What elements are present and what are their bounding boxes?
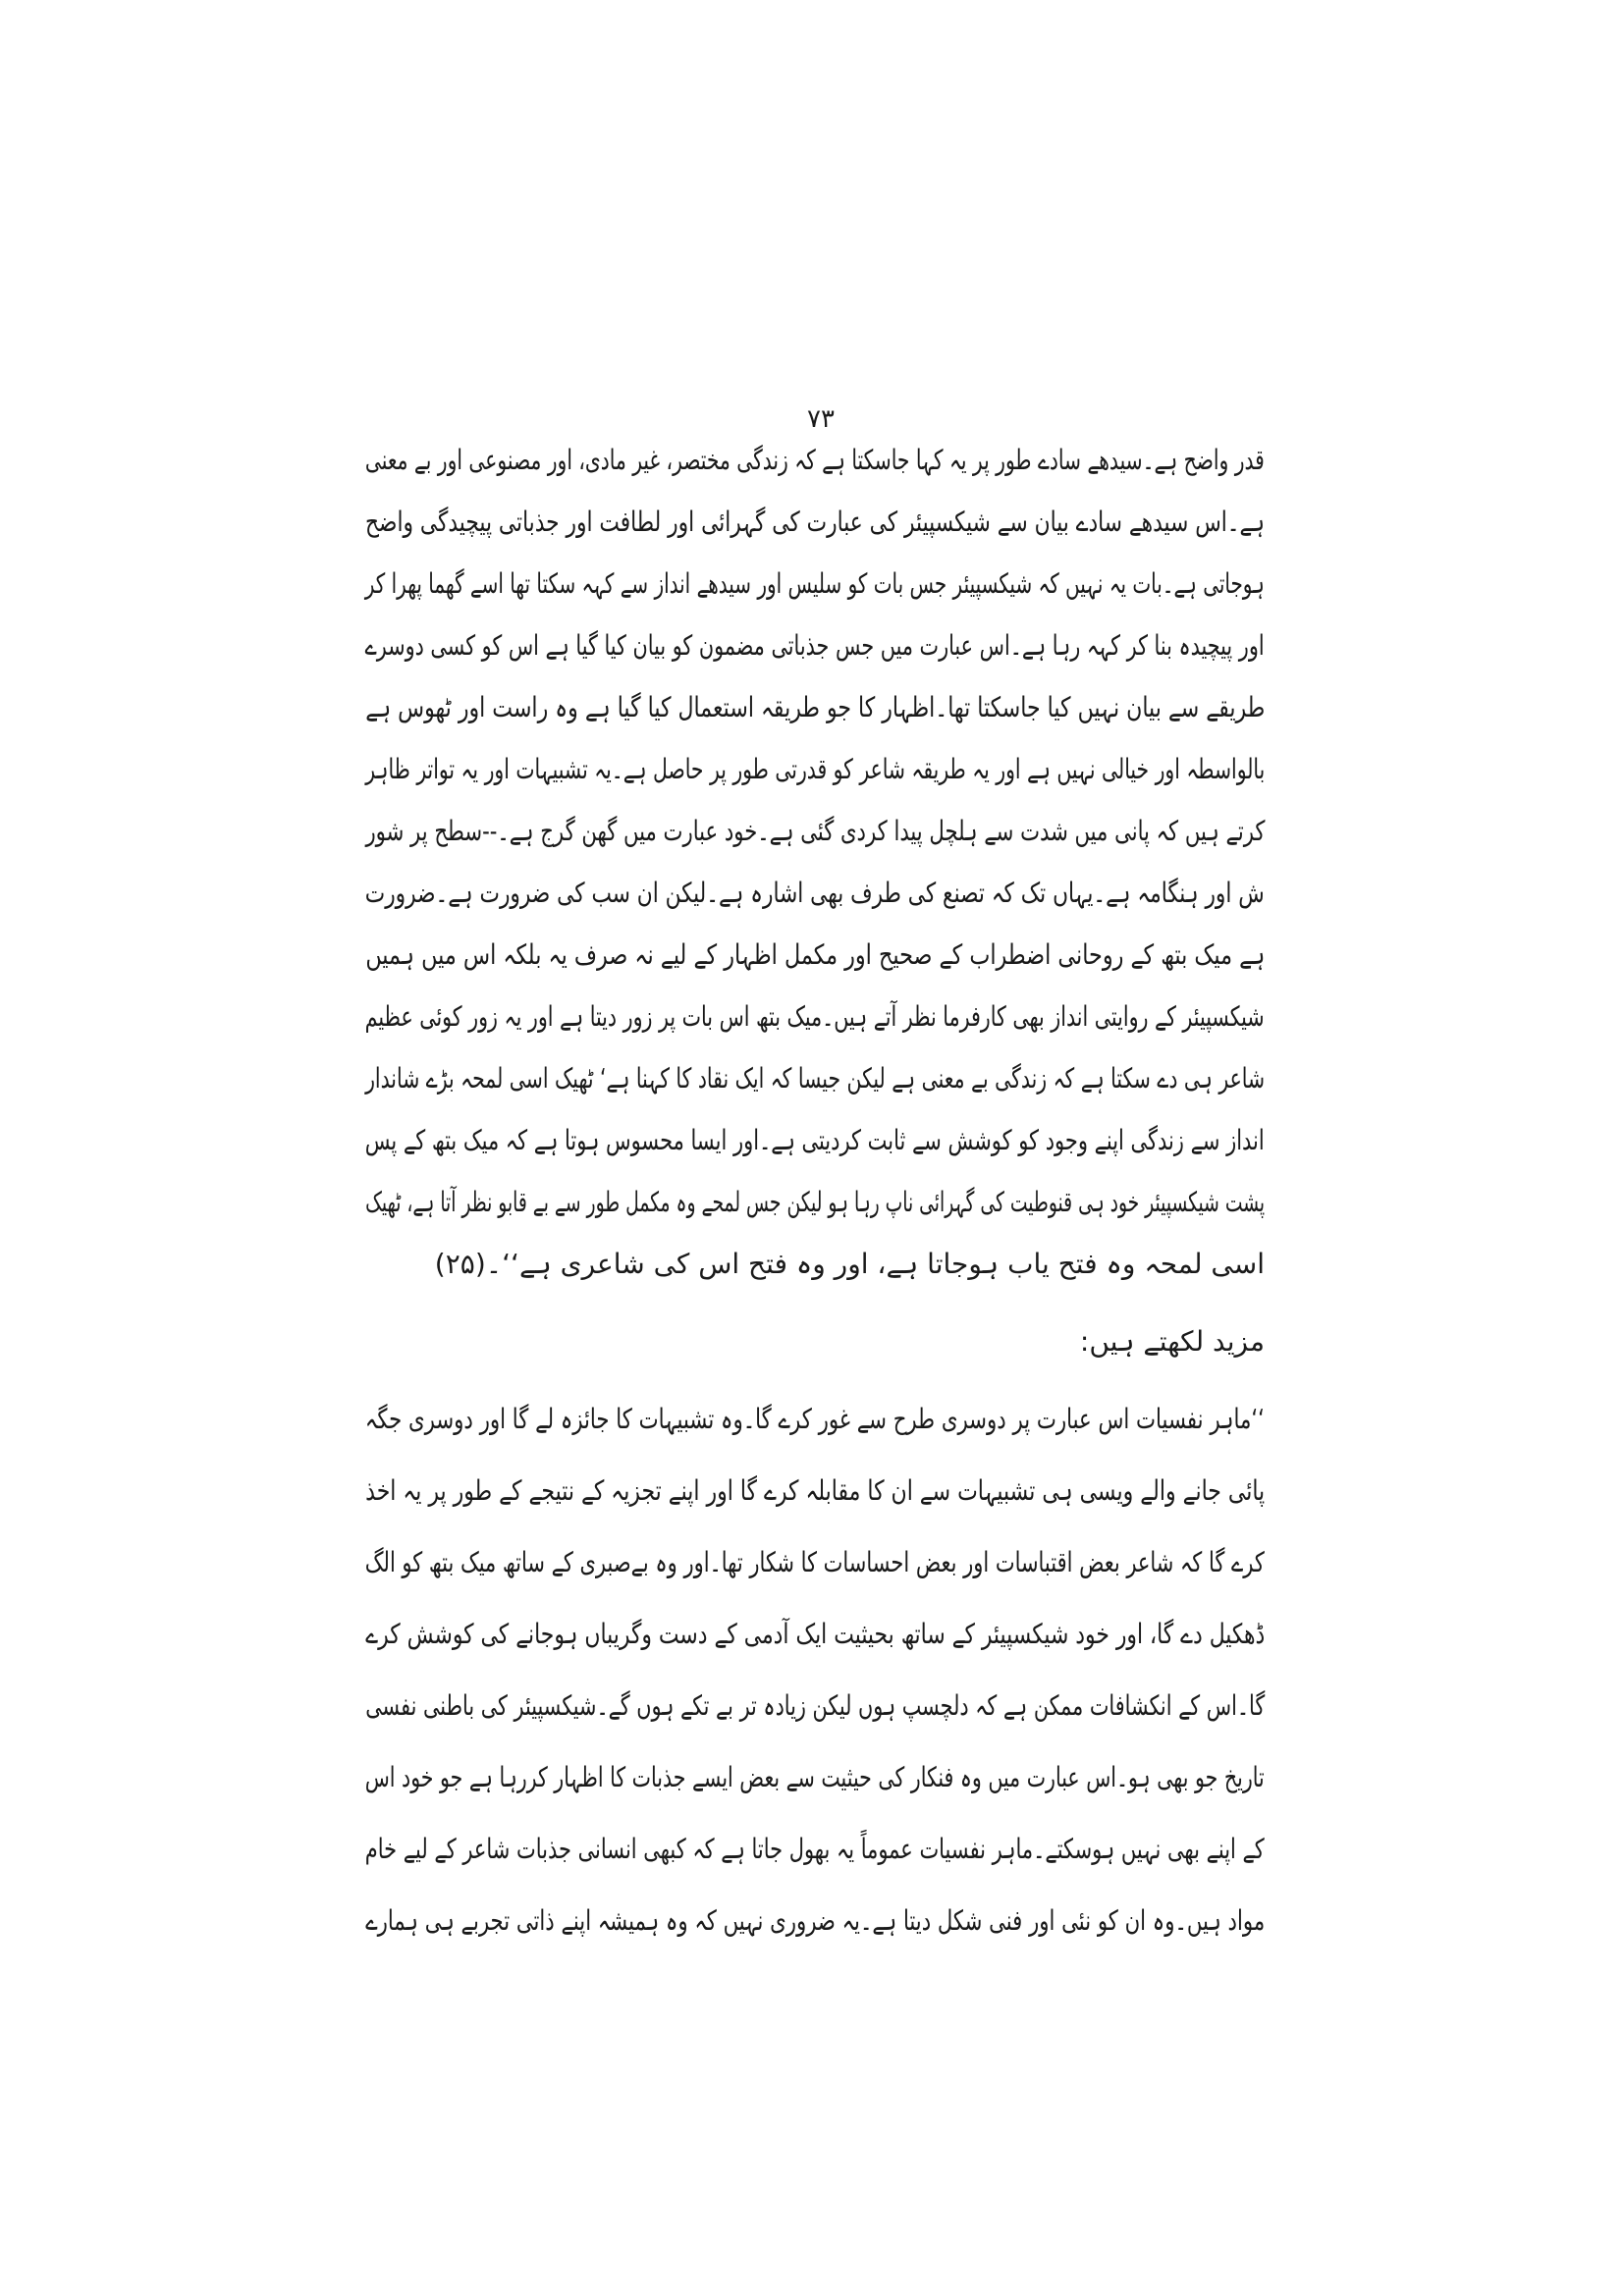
- paragraph-line: ش اور ہنگامہ ہے۔یہاں تک کہ تصنع کی طرف بھی اشارہ ہے۔لیکن ان سب کی ضرورت ہے۔ضرورت: [365, 877, 1265, 909]
- paragraph-line: قدر واضح ہے۔سیدھے سادے طور پر یہ کہا جاسکتا ہے کہ زندگی مختصر، غیر مادی، اور مصنوعی اور بے معنی: [365, 444, 1265, 476]
- paragraph-last-line: اسی لمحہ وہ فتح یاب ہوجاتا ہے، اور وہ فتح اس کی شاعری ہے‘‘۔(۲۵): [434, 1248, 1265, 1280]
- paragraph-line: شاعر ہی دے سکتا ہے کہ زندگی بے معنی ہے لیکن جیسا کہ ایک نقاد کا کہنا ہے‘ ٹھیک اسی لمحہ بڑے شاندار: [365, 1062, 1265, 1095]
- quote-line: کے اپنے بھی نہیں ہوسکتے۔ماہر نفسیات عموماً یہ بھول جاتا ہے کہ کبھی انسانی جذبات شاعر کے لیے خام: [364, 1833, 1265, 1865]
- quote-line: تاریخ جو بھی ہو۔اس عبارت میں وہ فنکار کی حیثیت سے بعض ایسے جذبات کا اظہار کررہا ہے جو خود اس: [364, 1761, 1265, 1793]
- paragraph-line: اور پیچیدہ بنا کر کہہ رہا ہے۔اس عبارت میں جس جذباتی مضمون کو بیان کیا گیا ہے اس کو کسی دوسرے: [365, 629, 1265, 662]
- paragraph-line: ہے۔اس سیدھے سادے بیان سے شیکسپیئر کی عبارت کی گہرائی اور لطافت اور جذباتی پیچیدگی واضح: [365, 506, 1265, 538]
- quote-line: پائی جانے والے ویسی ہی تشبیہات سے ان کا مقابلہ کرے گا اور اپنے تجزیہ کے نتیجے کے طور پر یہ اخذ: [365, 1474, 1265, 1507]
- paragraph-line: ہے میک بتھ کے روحانی اضطراب کے صحیح اور مکمل اظہار کے لیے نہ صرف یہ بلکہ اس میں ہمیں: [365, 938, 1265, 971]
- quote-line: کرے گا کہ شاعر بعض اقتباسات اور بعض احساسات کا شکار تھا۔اور وہ بےصبری کے ساتھ میک بتھ کو الگ: [365, 1546, 1265, 1578]
- paragraph-line: پشت شیکسپیئر خود ہی قنوطیت کی گہرائی ناپ رہا ہو لیکن جس لمحے وہ مکمل طور سے بے قابو نظر آتا ہے، ٹھیک: [365, 1186, 1265, 1218]
- quote-intro-row: [365, 1312, 1265, 1371]
- paragraph-line: طریقے سے بیان نہیں کیا جاسکتا تھا۔اظہار کا جو طریقہ استعمال کیا گیا ہے وہ راست اور ٹھوس ہے: [365, 691, 1265, 723]
- quote-line: مواد ہیں۔وہ ان کو نئی اور فنی شکل دیتا ہے۔یہ ضروری نہیں کہ وہ ہمیشہ اپنے ذاتی تجربے ہی ہمارے: [365, 1904, 1265, 1937]
- quote-line: ‘‘ماہر نفسیات اس عبارت پر دوسری طرح سے غور کرے گا۔وہ تشبیہات کا جائزہ لے گا اور دوسری جگہ: [365, 1403, 1265, 1435]
- quote-intro: مزید لکھتے ہیں:: [1079, 1325, 1265, 1358]
- paragraph-line: شیکسپیئر کے روایتی انداز بھی کارفرما نظر آتے ہیں۔میک بتھ اس بات پر زور دیتا ہے اور یہ زور کوئی عظیم: [365, 1000, 1265, 1033]
- paragraph-line: انداز سے زندگی اپنے وجود کو کوشش سے ثابت کردیتی ہے۔اور ایسا محسوس ہوتا ہے کہ میک بتھ کے پس: [365, 1124, 1265, 1156]
- paragraph-line: کرتے ہیں کہ پانی میں شدت سے ہلچل پیدا کردی گئی ہے۔خود عبارت میں گھن گرج ہے۔--سطح پر شور: [365, 815, 1265, 847]
- quote-line: ڈھکیل دے گا، اور خود شیکسپیئر کے ساتھ بحیثیت ایک آدمی کے دست وگریباں ہوجانے کی کوشش کرے: [364, 1618, 1265, 1650]
- paragraph-line: ہوجاتی ہے۔بات یہ نہیں کہ شیکسپیئر جس بات کو سلیس اور سیدھے انداز سے کہہ سکتا تھا اسے گھما پھرا کر: [364, 567, 1265, 600]
- page-number: ۷۳: [807, 404, 835, 434]
- paragraph-line: بالواسطہ اور خیالی نہیں ہے اور یہ طریقہ شاعر کو قدرتی طور پر حاصل ہے۔یہ تشبیہات اور یہ تواتر ظاہر: [365, 753, 1265, 785]
- quote-line: گا۔اس کے انکشافات ممکن ہے کہ دلچسپ ہوں لیکن زیادہ تر بے تکے ہوں گے۔شیکسپیئر کی باطنی نفسی: [365, 1689, 1265, 1722]
- quotation: [365, 1383, 1265, 1956]
- main-paragraph: [365, 429, 1265, 1295]
